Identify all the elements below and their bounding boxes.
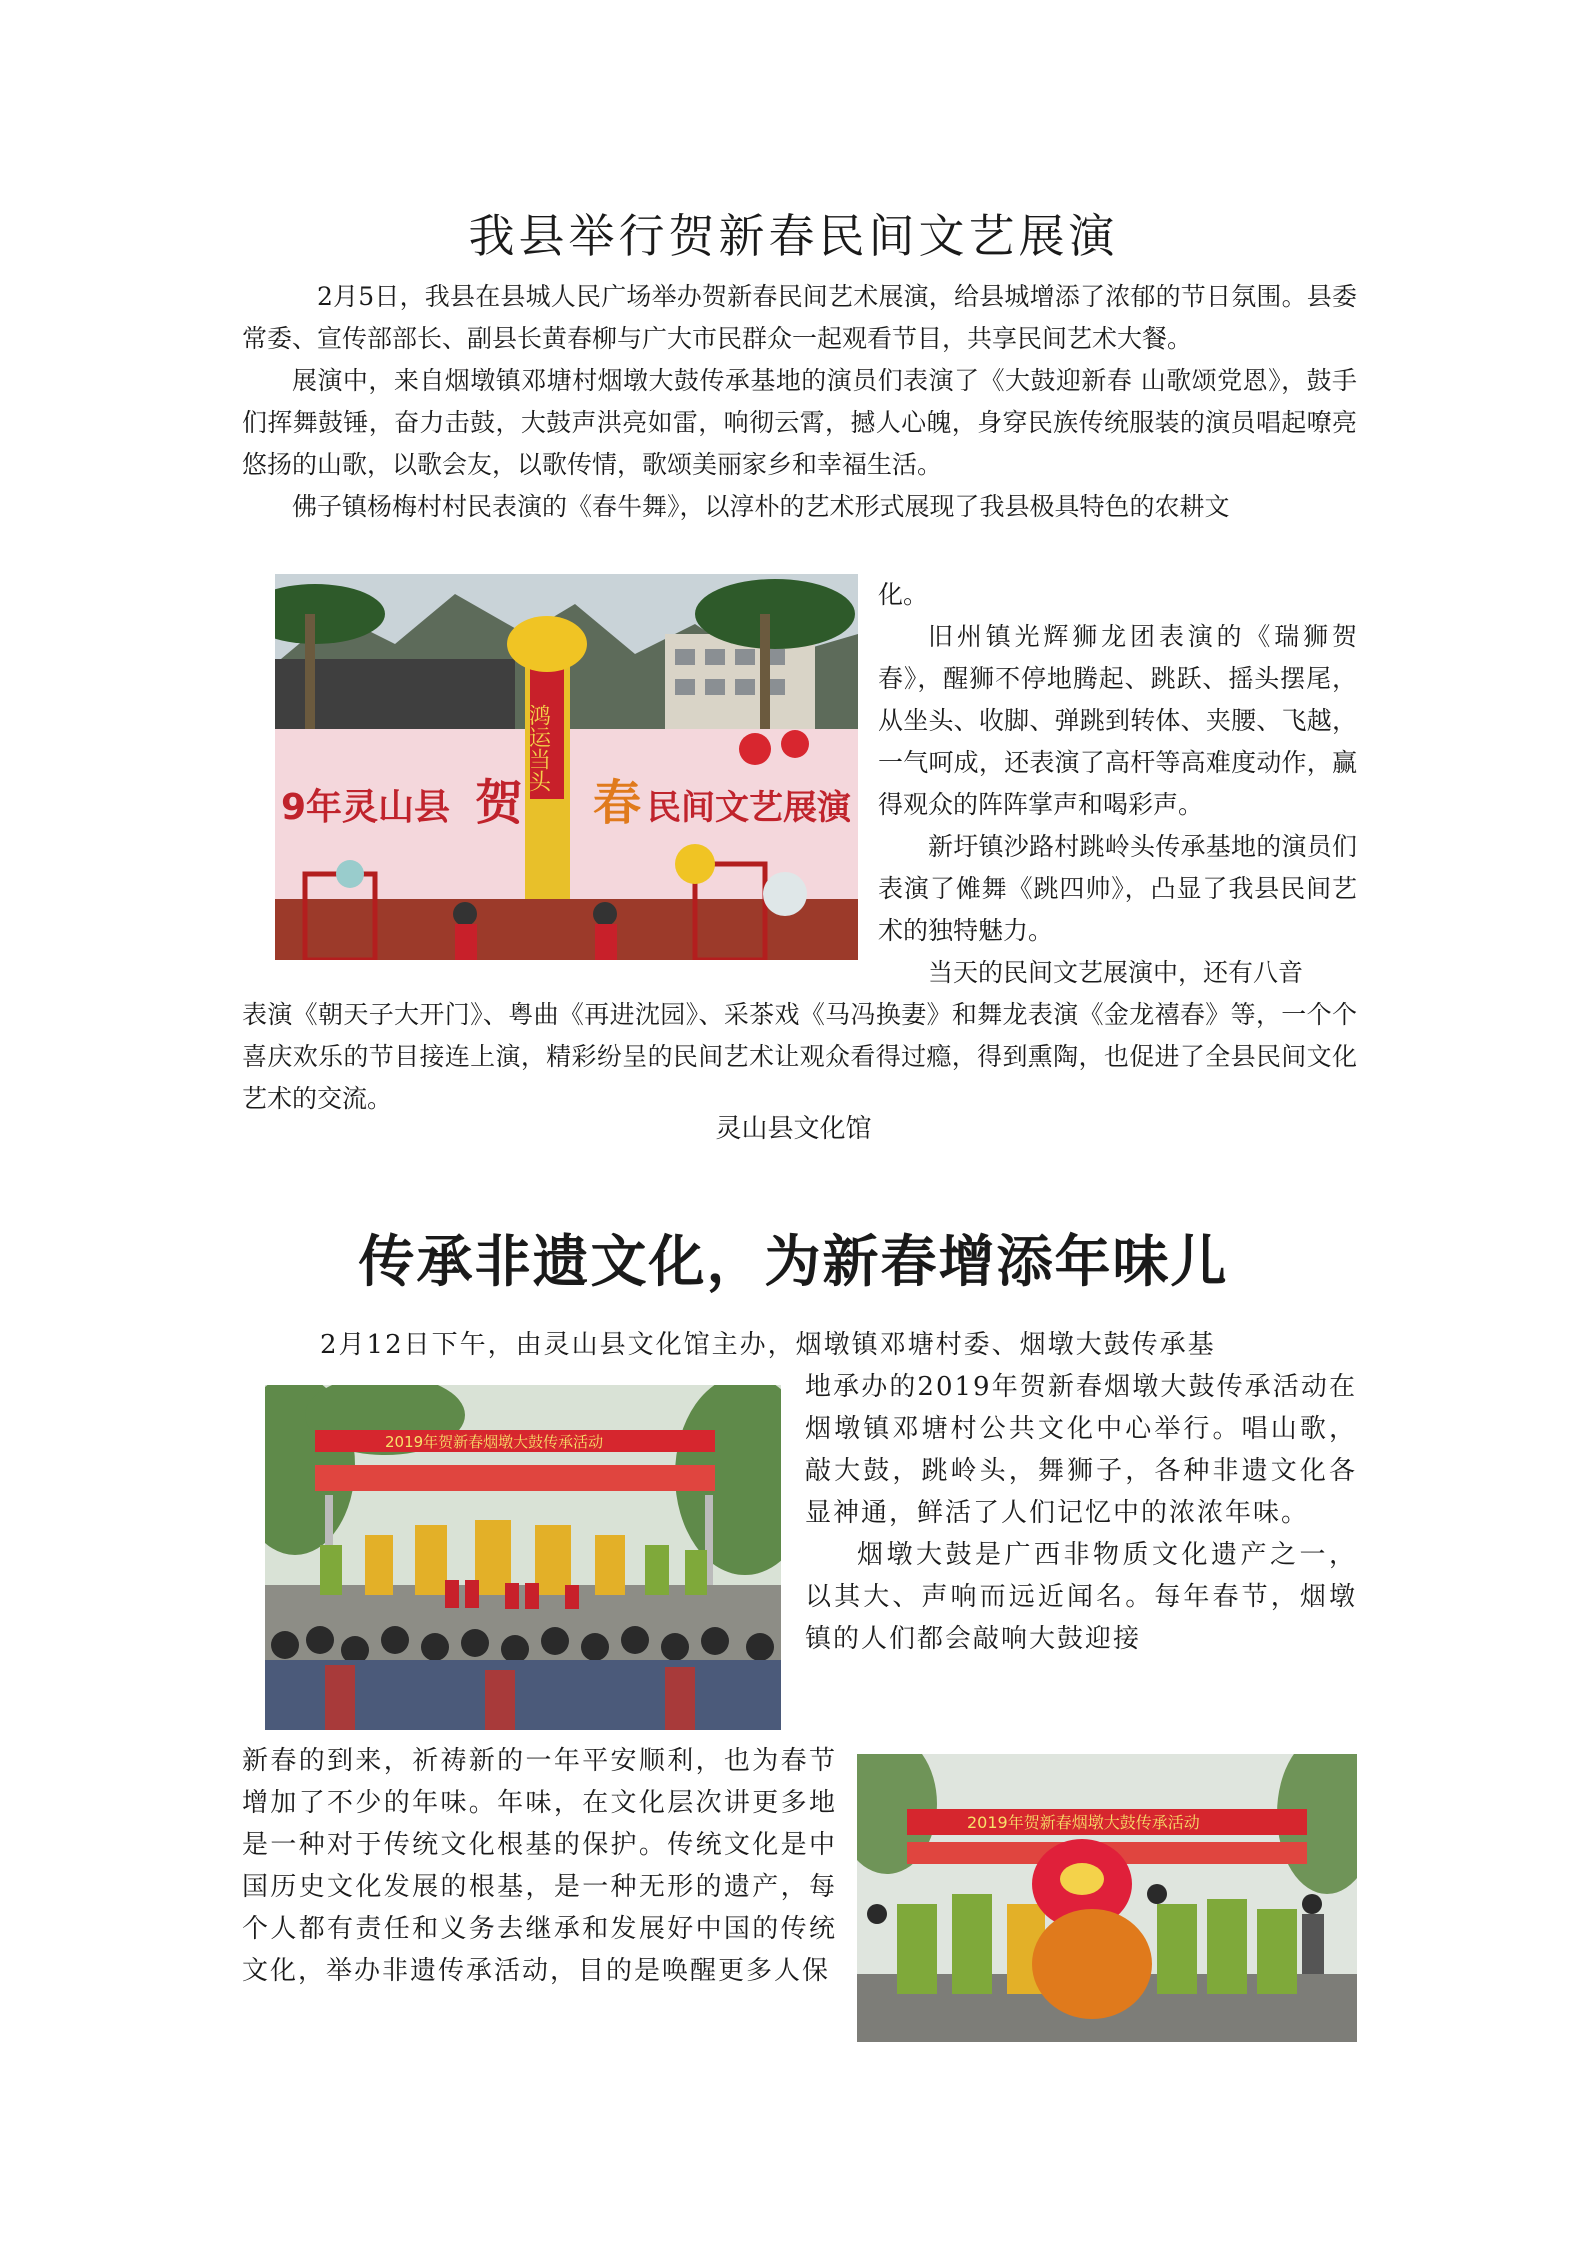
article2-left-column (242, 1740, 837, 1992)
article1-paragraph-1: 2月5日，我县在县城人民广场举办贺新春民间艺术展演，给县城增添了浓郁的节日氛围。县委常委、宣传部部长、副县长黄春柳与广大市民群众一起观看节目，共享民间艺术大餐。 (242, 282, 1357, 353)
banner-text-right: 民间文艺展演 (647, 788, 851, 828)
article2-paragraph-3: 新春的到来，祈祷新的一年平安顺利，也为春节增加了不少的年味。年味，在文化层次讲更多地是一种对于传统文化根基的保护。传统文化是中国历史文化发展的根基，是一种无形的遗产，每个人都有责任和义务去继承和发展好中国的传统文化，举办非遗传承活动，目的是唤醒更多人保 (242, 1746, 837, 1986)
article1-intro (242, 276, 1357, 528)
article1-paragraph-5: 新圩镇沙路村跳岭头传承基地的演员们表演了傩舞《跳四帅》，凸显了我县民间艺术的独特魅力。 (878, 832, 1357, 945)
article1-paragraph-3: 佛子镇杨梅村村民表演的《春牛舞》，以淳朴的艺术形式展现了我县极具特色的农耕文 (292, 492, 1230, 521)
article1-paragraph-4: 旧州镇光辉狮龙团表演的《瑞狮贺春》，醒狮不停地腾起、跳跃、摇头摆尾，从坐头、收脚、弹跳到转体、夹腰、飞越，一气呵成，还表演了高杆等高难度动作，赢得观众的阵阵掌声和喝彩声。 (878, 622, 1357, 819)
red-lion-drums-photo (857, 1754, 1357, 2042)
article1-paragraph-3-cont: 化。 (878, 580, 929, 609)
banner-text-left: 9年灵山县 (281, 787, 451, 828)
article1-paragraph-6-start: 当天的民间文艺展演中，还有八音 (928, 958, 1304, 987)
photo2-banner-text: 2019年贺新春烟墩大鼓传承活动 (967, 1813, 1200, 1832)
banner-text-mid: 贺 (475, 775, 524, 831)
photo1-banner-text: 2019年贺新春烟墩大鼓传承活动 (385, 1433, 604, 1451)
article2-right-column (805, 1366, 1357, 1660)
article2-title: 传承非遗文化，为新春增添年味儿 (358, 1229, 1229, 1295)
article2-intro (242, 1324, 1357, 1366)
article1-title: 我县举行贺新春民间文艺展演 (468, 209, 1119, 263)
article1-right-column (878, 574, 1357, 994)
article2-paragraph-1-start: 2月12日下午，由灵山县文化馆主办，烟墩镇邓塘村委、烟墩大鼓传承基 (320, 1330, 1216, 1360)
article2-paragraph-1: 地承办的2019年贺新春烟墩大鼓传承活动在烟墩镇邓塘村公共文化中心举行。唱山歌，敲大鼓，跳岭头，舞狮子，各种非遗文化各显神通，鲜活了人们记忆中的浓浓年味。 (805, 1372, 1357, 1528)
banner-text-mid2: 春 (593, 775, 642, 831)
article1-credit: 灵山县文化馆 (715, 1114, 872, 1144)
lion-sign-text: 鸿运当头 (525, 704, 551, 792)
drum-festival-photo (265, 1385, 781, 1730)
article1-tail (242, 994, 1357, 1120)
article2-paragraph-2: 烟墩大鼓是广西非物质文化遗产之一，以其大、声响而远近闻名。每年春节，烟墩镇的人们都会敲响大鼓迎接 (805, 1540, 1357, 1654)
article1-paragraph-2: 展演中，来自烟墩镇邓塘村烟墩大鼓传承基地的演员们表演了《大鼓迎新春 山歌颂党恩》，鼓手们挥舞鼓锤，奋力击鼓，大鼓声洪亮如雷，响彻云霄，撼人心魄，身穿民族传统服装的演员唱起嘹亮悠扬的山歌，以歌会友，以歌传情，歌颂美丽家乡和幸福生活。 (242, 366, 1357, 479)
lion-dance-photo (275, 574, 858, 960)
article1-paragraph-6: 表演《朝天子大开门》、粤曲《再进沈园》、采茶戏《马冯换妻》和舞龙表演《金龙禧春》等，一个个喜庆欢乐的节目接连上演，精彩纷呈的民间艺术让观众看得过瘾，得到熏陶，也促进了全县民间文化艺术的交流。 (242, 1000, 1357, 1113)
